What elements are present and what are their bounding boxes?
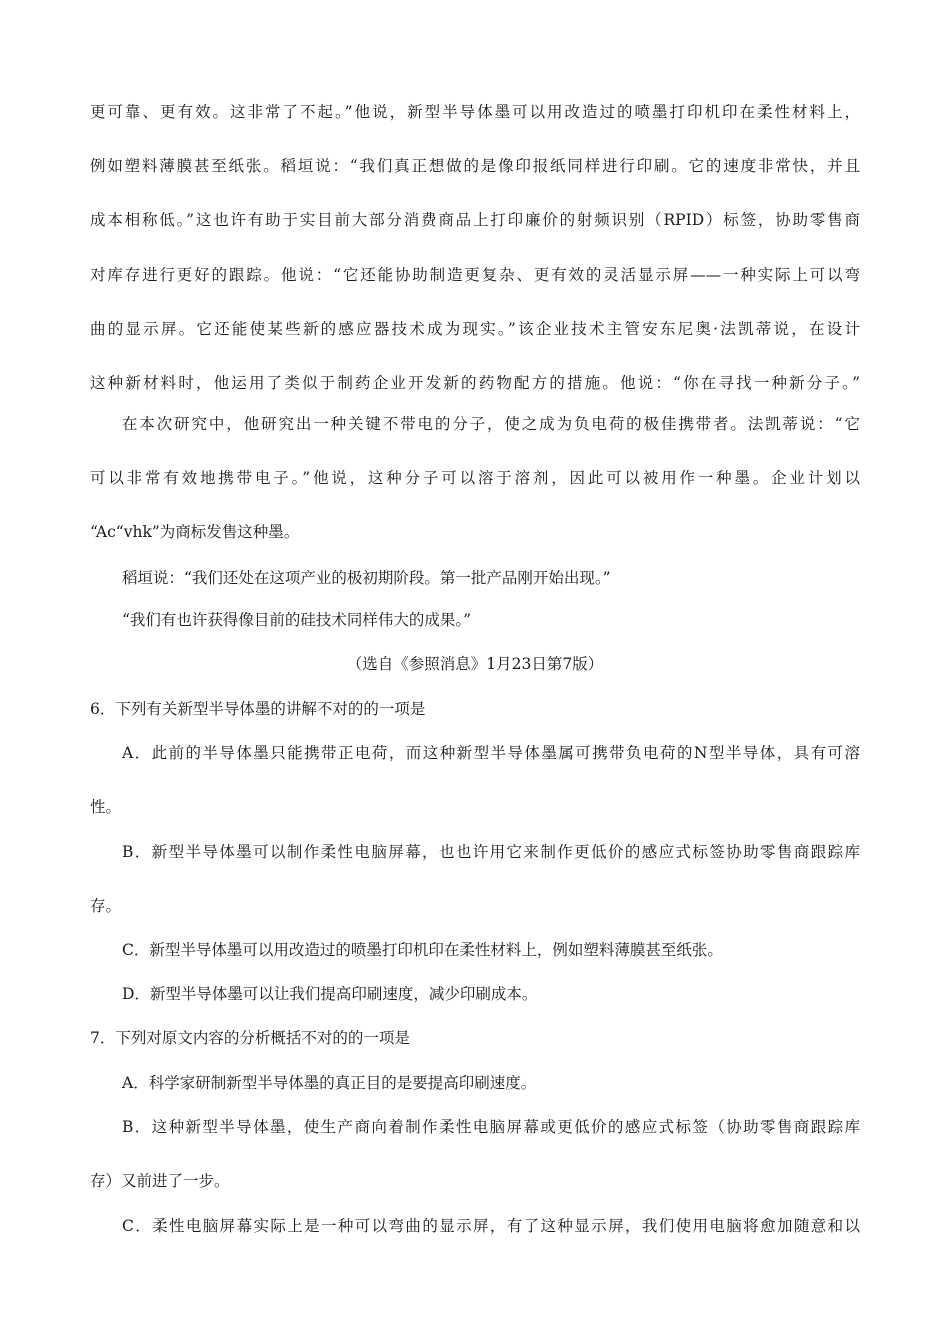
passage-line-5: 曲的显示屏。它还能使某些新的感应器技术成为现实。”该企业技术主管安东尼奥·法凯蒂说，在设计 bbox=[90, 320, 860, 338]
question-7-stem: 7．下列对原文内容的分析概括不对的的一项是 bbox=[90, 1029, 410, 1047]
question-6-option-b-cont: 存。 bbox=[90, 897, 122, 915]
question-6-stem: 6．下列有关新型半导体墨的讲解不对的的一项是 bbox=[90, 700, 426, 718]
passage-line-6: 这种新材料时，他运用了类似于制药企业开发新的药物配方的措施。他说：“你在寻找一种新分子。” bbox=[90, 374, 860, 392]
passage2-line-1: 在本次研究中，他研究出一种关键不带电的分子，使之成为负电荷的极佳携带者。法凯蒂说：“它 bbox=[122, 415, 860, 433]
question-6-option-c: C．新型半导体墨可以用改造过的喷墨打印机印在柔性材料上，例如塑料薄膜甚至纸张。 bbox=[122, 941, 723, 959]
question-6-option-b: B．新型半导体墨可以制作柔性电脑屏幕，也也许用它来制作更低价的感应式标签协助零售商跟踪库 bbox=[122, 843, 860, 861]
passage2-line-2: 可以非常有效地携带电子。”他说，这种分子可以溶于溶剂，因此可以被用作一种墨。企业计划以 bbox=[90, 469, 860, 487]
passage-line-4: 对库存进行更好的跟踪。他说：“它还能协助制造更复杂、更有效的灵活显示屏——一种实际上可以弯 bbox=[90, 266, 860, 284]
passage-line-1: 更可靠、更有效。这非常了不起。”他说，新型半导体墨可以用改造过的喷墨打印机印在柔性材料上， bbox=[90, 103, 860, 121]
passage-line-2: 例如塑料薄膜甚至纸张。稻垣说：“我们真正想做的是像印报纸同样进行印刷。它的速度非常快，并且 bbox=[90, 157, 860, 175]
passage-line-3: 成本相称低。”这也许有助于实目前大部分消费商品上打印廉价的射频识别（RPID）标签，协助零售商 bbox=[90, 211, 860, 229]
question-7-option-b: B．这种新型半导体墨，使生产商向着制作柔性电脑屏幕或更低价的感应式标签（协助零售商跟踪库 bbox=[122, 1118, 860, 1136]
quote-line-1: 稻垣说：“我们还处在这项产业的极初期阶段。第一批产品刚开始出现。” bbox=[122, 569, 611, 587]
source-citation: （选自《参照消息》1月23日第7版） bbox=[346, 655, 604, 673]
question-6-option-a-cont: 性。 bbox=[90, 798, 122, 816]
question-7-option-c: C．柔性电脑屏幕实际上是一种可以弯曲的显示屏，有了这种显示屏，我们使用电脑将愈加随意和以 bbox=[122, 1217, 860, 1235]
question-7-option-b-cont: 存）又前进了一步。 bbox=[90, 1172, 230, 1190]
quote-line-2: “我们有也许获得像目前的硅技术同样伟大的成果。” bbox=[122, 611, 472, 629]
question-6-option-d: D．新型半导体墨可以让我们提高印刷速度，减少印刷成本。 bbox=[122, 985, 538, 1003]
passage2-line-3: “Ac“vhk”为商标发售这种墨。 bbox=[90, 523, 300, 541]
question-6-option-a: A．此前的半导体墨只能携带正电荷，而这种新型半导体墨属可携带负电荷的N型半导体，具有可溶 bbox=[122, 744, 860, 762]
question-7-option-a: A．科学家研制新型半导体墨的真正目的是要提高印刷速度。 bbox=[122, 1074, 537, 1092]
